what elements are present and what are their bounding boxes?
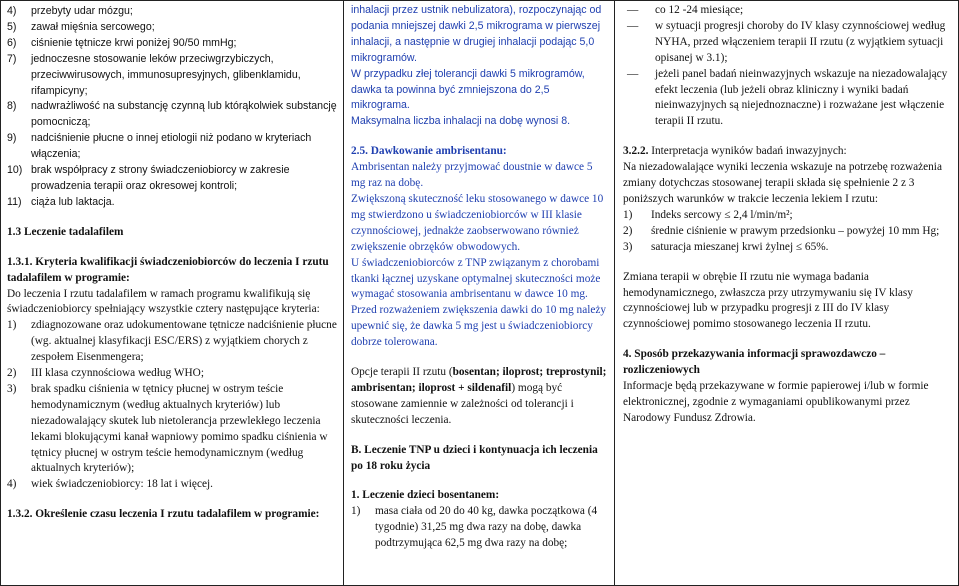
text-run: Opcje terapii II rzutu ( [351, 366, 453, 379]
spacer [623, 130, 950, 144]
spacer [351, 351, 607, 365]
list-item [7, 366, 337, 382]
list-item [7, 52, 337, 100]
paragraph: Zwiększoną skuteczność leku stosowanego w dawce 10 mg stwierdzono u świadczeniobiorców w III klasie czynnościowej, jednakże zaobserwowano również zwiększenie obrzęków obwodowych. [351, 192, 604, 253]
list-item-number: 1) [7, 319, 17, 332]
list-item [623, 208, 950, 224]
list-item-text: jeżeli panel badań nieinwazyjnych wskazuje na niezadowalający efekt leczenia (lub jeżeli obraz kliniczny i wyniki badań nieinwazyjnych są niejednoznaczne) i rozważane jest włączenie terapii II rzutu. [655, 67, 948, 128]
list-item-number: 8) [7, 100, 17, 113]
list-item [7, 163, 337, 195]
list-item [7, 382, 337, 477]
list-item-text: przebyty udar mózgu; [31, 5, 133, 17]
list-item-text: nadwrażliwość na substancję czynną lub którąkolwiek substancję pomocniczą; [31, 100, 337, 129]
spacer [7, 241, 337, 255]
list-item [7, 318, 337, 366]
ambrisentan-dosing-block [351, 144, 607, 351]
qualification-criteria-list [7, 318, 337, 493]
list-item-text: co 12 -24 miesiące; [655, 4, 744, 16]
paragraph: Informacje będą przekazywane w formie papierowej i/lub w formie elektronicznej, zgodnie z wymaganiami opublikowanymi przez Narodowy Fundusz Zdrowia. [623, 380, 929, 424]
list-item-number: — [627, 19, 639, 32]
iloprost-dosing-block [351, 3, 607, 130]
paragraph: U świadczeniobiorców z TNP związanym z chorobami tkanki łącznej uzyskane optymalnej skuteczności może wymagać stosowania ambrisentanu w dawce 10 mg. [351, 256, 601, 301]
list-item [623, 224, 950, 240]
list-item-text: średnie ciśnienie w prawym przedsionku – powyżej 10 mm Hg; [651, 224, 940, 237]
list-item-text: masa ciała od 20 do 40 kg, dawka początkowa (4 tygodnie) 31,25 mg dwa razy na dobę, dawka podtrzymująca 62,5 mg dwa razy na dobę; [375, 505, 598, 550]
list-item-text: ciśnienie tętnicze krwi poniżej 90/50 mmHg; [31, 36, 237, 49]
list-item-text: brak współpracy z strony świadczeniobiorcy w zakresie prowadzenia terapii oraz okresowej kontroli; [31, 164, 290, 192]
column-middle [343, 0, 615, 586]
list-item-number: 2) [623, 224, 633, 237]
list-item-number: 11) [7, 195, 22, 208]
list-item [351, 504, 607, 552]
list-item-number: 4) [7, 478, 17, 491]
paragraph: W przypadku złej tolerancji dawki 5 mikrogramów, dawka ta powinna być zmniejszona do 2,5 mikrograma. [351, 67, 585, 112]
list-item-text: jednoczesne stosowanie leków przeciwgrzybiczych, przeciwwirusowych, immunosupresyjnych, glibenklamidu, rifampicyny; [31, 52, 301, 97]
spacer [623, 256, 950, 270]
list-item [7, 4, 337, 20]
section-heading-3-2-2 [623, 144, 950, 160]
list-item-number: 2) [7, 367, 17, 380]
list-item [7, 36, 337, 52]
list-item [7, 131, 337, 163]
list-item-number: — [627, 4, 639, 16]
text-run: ) mogą być stosowane zamiennie w zależności od tolerancji i skuteczności leczenia. [351, 381, 574, 426]
invasive-test-timing-list [623, 3, 950, 130]
list-item-number: 3) [7, 382, 17, 395]
list-item-text: wiek świadczeniobiorcy: 18 lat i więcej. [31, 478, 213, 491]
list-item-text: saturacja mieszanej krwi żylnej ≤ 65%. [651, 240, 829, 253]
section-number: 3.2.2. [623, 145, 649, 158]
list-item-number: 9) [7, 132, 17, 145]
list-item [7, 99, 337, 131]
list-item-number: 7) [7, 52, 17, 65]
section-heading-4: 4. Sposób przekazywania informacji sprawozdawczo – rozliczeniowych [623, 348, 886, 377]
section-heading-1-3-1: 1.3.1. Kryteria kwalifikacji świadczeniobiorców do leczenia I rzutu tadalafilem w programie: [7, 255, 329, 284]
list-item-text: zawał mięśnia sercowego; [31, 20, 155, 33]
list-item-text: brak spadku ciśnienia w tętnicy płucnej w ostrym teście hemodynamicznym (według aktualnych kryteriów) lub niezadowalający skutek lub nietolerancja przewlekłego leczenia lekami blokującymi kanał wapniowy pomimo spadku ciśnienia w tętnicy płucnej w ostrym teście hemodynamicznym (według aktualnych kryteriów); [31, 382, 328, 475]
spacer [351, 474, 607, 488]
section-heading-children: 1. Leczenie dzieci bosentanem: [351, 489, 500, 502]
paragraph: Na niezadowalające wyniki leczenia wskazuje na potrzebę rozważenia zmiany dotychczas stosowanej terapii składa się spełnienie 2 z 3 poniższych warunków w trakcie leczenia lekiem I rzutu: [623, 161, 942, 205]
list-item [623, 240, 950, 256]
list-item-number: 6) [7, 36, 17, 49]
qualification-intro: Do leczenia I rzutu tadalafilem w ramach programu kwalifikują się świadczeniobiorcy spełniający wszystkie cztery następujące kryteria: [7, 287, 320, 316]
conditions-list [623, 208, 950, 256]
spacer [623, 333, 950, 347]
children-dosing-list [351, 504, 607, 552]
spacer [7, 211, 337, 225]
column-left [0, 0, 344, 586]
list-item [7, 20, 337, 36]
list-item-text: III klasa czynnościowa według WHO; [31, 367, 204, 380]
list-item [7, 195, 337, 211]
list-item-number: 1) [351, 505, 361, 518]
list-item [623, 3, 950, 19]
paragraph: Zmiana terapii w obrębie II rzutu nie wymaga badania hemodynamicznego, zwłaszcza przy utrzymywaniu się IV klasy czynnościowej lub w przypadku progresji z III do IV klasy czynnościowej pomimo stosowanego leczenia II rzutu. [623, 270, 913, 331]
section-heading-2-5: 2.5. Dawkowanie ambrisentanu: [351, 145, 507, 158]
paragraph: Ambrisentan należy przyjmować doustnie w dawce 5 mg raz na dobę. [351, 161, 593, 190]
paragraph: Maksymalna liczba inhalacji na dobę wynosi 8. [351, 115, 571, 128]
spacer [7, 493, 337, 507]
section-heading-1-3-2: 1.3.2. Określenie czasu leczenia I rzutu tadalafilem w programie: [7, 508, 320, 521]
section-heading-b: B. Leczenie TNP u dzieci i kontynuacja ich leczenia po 18 roku życia [351, 443, 598, 472]
column-right [614, 0, 959, 586]
list-item [7, 477, 337, 493]
section-title: Interpretacja wyników badań inwazyjnych: [651, 145, 847, 158]
list-item-number: — [627, 67, 639, 80]
spacer [351, 429, 607, 443]
drug-list: bosentan; iloprost; treprostynil; ambrisentan; iloprost + sildenafil [351, 366, 607, 394]
list-item-number: 10) [7, 164, 23, 177]
list-item-number: 4) [7, 5, 17, 17]
list-item [623, 67, 950, 131]
contraindications-list [7, 4, 337, 211]
list-item [623, 19, 950, 67]
list-item-number: 3) [623, 240, 633, 253]
section-heading-1-3: 1.3 Leczenie tadalafilem [7, 225, 124, 238]
second-line-options [351, 365, 607, 429]
list-item-text: Indeks sercowy ≤ 2,4 l/min/m²; [651, 208, 793, 221]
list-item-text: ciąża lub laktacja. [31, 195, 115, 208]
list-item-number: 5) [7, 20, 17, 33]
list-item-number: 1) [623, 208, 633, 221]
list-item-text: zdiagnozowane oraz udokumentowane tętnicze nadciśnienie płucne (wg. aktualnej klasyfikacji ESC/ERS) z wyjątkiem chorych z zespołem Eisenmengera; [31, 319, 337, 364]
list-item-text: w sytuacji progresji choroby do IV klasy czynnościowej według NYHA, przed włączeniem terapii II rzutu (z wyjątkiem sytuacji opisanej w 3.1); [655, 19, 946, 64]
spacer [351, 130, 607, 144]
list-item-text: nadciśnienie płucne o innej etiologii niż podano w kryteriach włączenia; [31, 132, 312, 161]
paragraph: Przed rozważeniem zwiększenia dawki do 10 mg należy upewnić się, że dawka 5 mg jest u świadczeniobiorcy dobrze tolerowana. [351, 304, 607, 349]
paragraph: inhalacji przez ustnik nebulizatora), rozpoczynając od podania mniejszej dawki 2,5 mikrograma w pierwszej inhalacji, a następnie w drugiej inhalacji podając 5,0 mikrogramów. [351, 4, 602, 64]
